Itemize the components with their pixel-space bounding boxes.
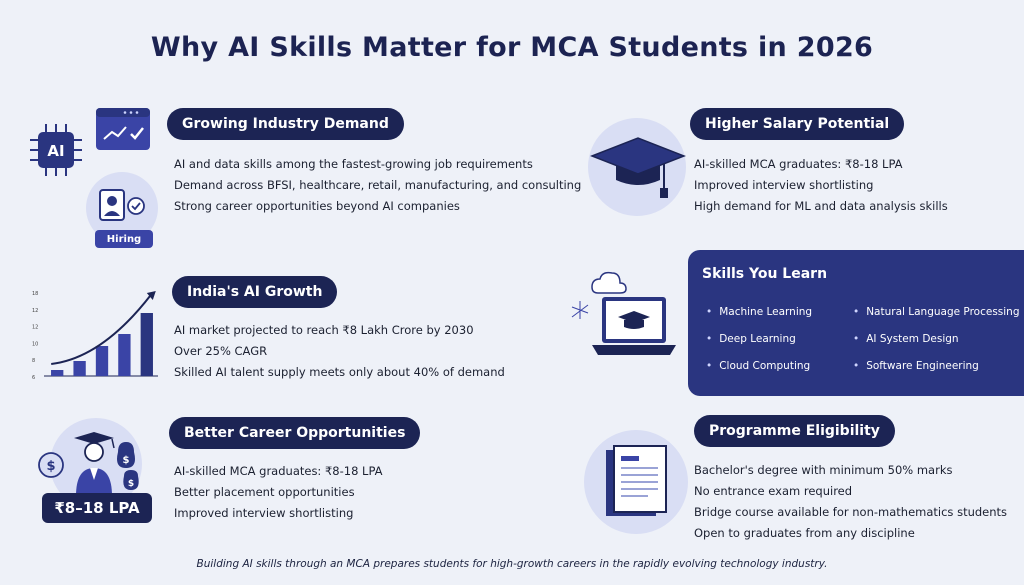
- graduation-cap-icon: [590, 134, 686, 202]
- skills-panel: [688, 250, 1024, 396]
- india-growth-heading: India's AI Growth: [172, 276, 337, 308]
- salary-points: [694, 154, 948, 217]
- growing-point-3: Strong career opportunities beyond AI companies: [174, 199, 460, 213]
- skill-item: • Machine Learning: [706, 306, 812, 318]
- skill-item: • Deep Learning: [706, 333, 796, 345]
- graduate-with-money-icon: [34, 428, 158, 498]
- candidate-profile-icon: [98, 188, 148, 222]
- svg-text:$: $: [127, 479, 135, 489]
- salary-range-badge: ₹8–18 LPA: [42, 493, 152, 523]
- svg-text:$: $: [122, 455, 130, 466]
- growth-bar-chart: [30, 286, 162, 382]
- eligibility-point-3: Bridge course available for non-mathematics students: [694, 505, 1008, 519]
- y-tick-label: 8: [32, 358, 36, 365]
- chart-bar: [141, 313, 153, 376]
- skill-item: • AI System Design: [853, 333, 959, 345]
- skill-item: • Cloud Computing: [706, 360, 810, 372]
- salary-point-3: High demand for ML and data analysis skills: [694, 199, 948, 213]
- growing-demand-points: [174, 154, 581, 217]
- eligibility-heading: Programme Eligibility: [694, 415, 895, 447]
- career-point-3: Improved interview shortlisting: [174, 506, 354, 520]
- salary-point-1: AI-skilled MCA graduates: ₹8-18 LPA: [694, 157, 903, 171]
- india-point-1: AI market projected to reach ₹8 Lakh Crore by 2030: [174, 323, 474, 337]
- y-tick-label: 12: [32, 307, 39, 314]
- career-points: [174, 461, 383, 524]
- growing-demand-heading: Growing Industry Demand: [167, 108, 404, 140]
- eligibility-point-2: No entrance exam required: [694, 484, 853, 498]
- chart-bar: [118, 334, 130, 376]
- eligibility-point-4: Open to graduates from any discipline: [694, 526, 915, 540]
- growing-point-2: Demand across BFSI, healthcare, retail, manufacturing, and consulting: [174, 178, 582, 192]
- skills-heading: Skills You Learn: [702, 266, 828, 282]
- eligibility-points: [694, 460, 1007, 544]
- career-heading: Better Career Opportunities: [169, 417, 420, 449]
- chart-bar: [51, 370, 63, 376]
- eligibility-point-1: Bachelor's degree with minimum 50% marks: [694, 463, 953, 477]
- hiring-label: Hiring: [95, 230, 153, 248]
- laptop-with-cap-icon: [568, 265, 680, 365]
- y-tick-label: 10: [32, 341, 39, 348]
- y-tick-label: 18: [32, 291, 39, 297]
- career-point-2: Better placement opportunities: [174, 485, 355, 499]
- india-growth-points: [174, 320, 505, 383]
- salary-heading: Higher Salary Potential: [690, 108, 904, 140]
- chart-bar: [96, 346, 108, 376]
- salary-point-2: Improved interview shortlisting: [694, 178, 874, 192]
- skill-item: • Natural Language Processing: [853, 306, 1020, 318]
- skill-item: • Software Engineering: [853, 360, 979, 372]
- chart-bar: [73, 361, 85, 376]
- india-point-3: Skilled AI talent supply meets only about 40% of demand: [174, 365, 505, 379]
- india-point-2: Over 25% CAGR: [174, 344, 268, 358]
- ai-chip-label: AI: [47, 142, 65, 160]
- y-tick-label: 12: [32, 324, 39, 331]
- y-tick-label: 6: [32, 375, 36, 381]
- svg-text:$: $: [46, 459, 56, 474]
- document-icon: [604, 444, 668, 520]
- page-title: Why AI Skills Matter for MCA Students in 2026: [150, 32, 874, 63]
- analytics-window-icon: [95, 107, 151, 151]
- ai-chip-icon: [28, 122, 84, 178]
- growing-point-1: AI and data skills among the fastest-growing job requirements: [174, 157, 533, 171]
- career-point-1: AI-skilled MCA graduates: ₹8-18 LPA: [174, 464, 383, 478]
- footer-note: Building AI skills through an MCA prepares students for high-growth careers in the rapidly evolving technology industry.: [196, 558, 828, 570]
